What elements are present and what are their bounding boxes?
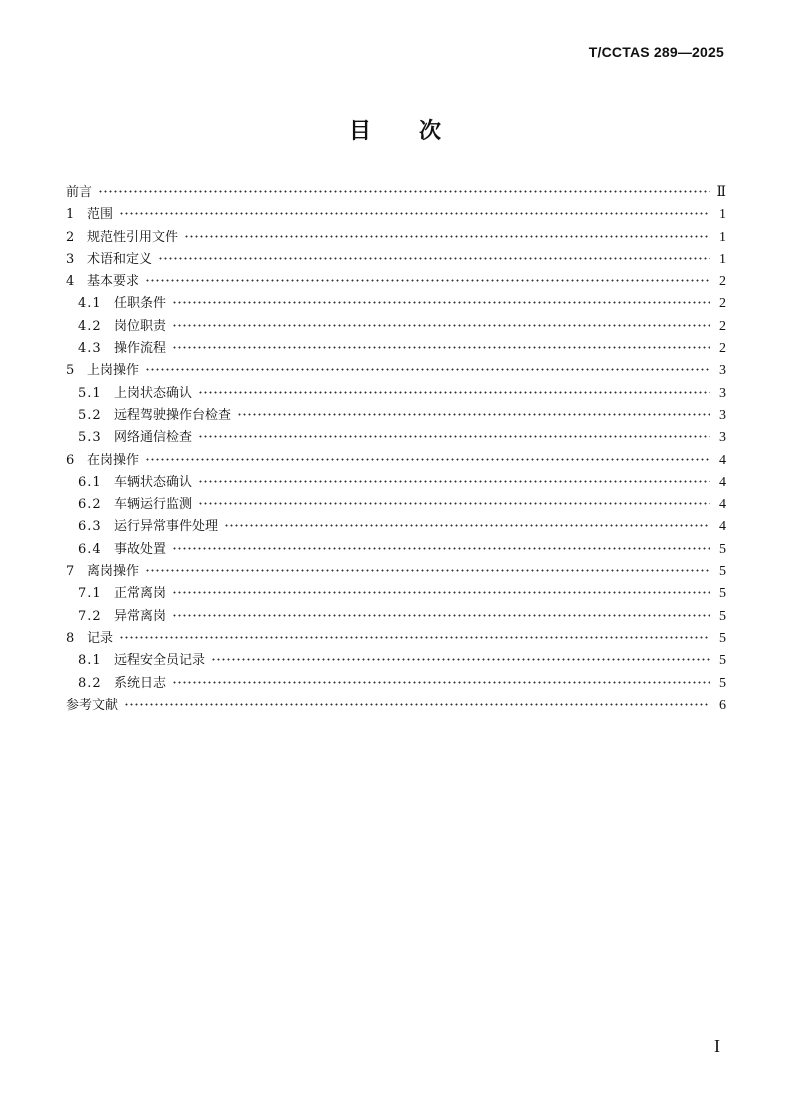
toc-entry-label: 范围 [87,207,114,223]
toc-entry-page: 2 [719,296,726,312]
toc-entry[interactable] [66,360,726,382]
toc-entry-label: 操作流程 [114,341,167,357]
toc-entry[interactable] [66,494,726,516]
toc-entry-number: 6.1 [78,474,102,490]
toc-dot-leader [145,569,710,572]
toc-entry-page: 4 [719,497,726,513]
toc-entry[interactable] [66,583,726,605]
toc-entry-label: 系统日志 [114,675,167,691]
toc-entry-number: 4 [66,274,75,290]
toc-entry-number: 5.2 [78,407,102,423]
toc-dot-leader [124,703,710,706]
toc-dot-leader [237,413,710,416]
toc-entry-number: 7.1 [78,586,102,602]
toc-dot-leader [224,524,710,527]
toc-entry-label: 术语和定义 [87,251,153,267]
toc-entry-label: 远程安全员记录 [114,653,206,669]
toc-dot-leader [172,591,710,594]
toc-dot-leader [198,435,710,438]
toc-entry[interactable] [66,561,726,583]
toc-entry-page: 5 [719,541,726,557]
toc-entry-page: Ⅱ [716,185,726,200]
toc-entry[interactable] [66,316,726,338]
toc-entry-page: 4 [719,452,726,468]
toc-entry-label: 记录 [87,630,114,646]
toc-entry-page: 3 [719,430,726,446]
toc-entry-page: 2 [719,274,726,290]
toc-entry-label: 前言 [66,185,93,200]
toc-entry-page: 6 [719,697,726,713]
toc-entry-number: 8.2 [78,675,102,691]
toc-entry-page: 5 [719,586,726,602]
toc-dot-leader [119,212,710,215]
toc-entry[interactable] [66,271,726,293]
toc-entry-number: 4.3 [78,341,102,357]
toc-entry-number: 8.1 [78,653,102,669]
toc-entry-number: 6.3 [78,519,102,535]
toc-entry-number: 8 [66,630,75,646]
toc-entry-page: 1 [719,251,726,267]
toc-dot-leader [172,346,710,349]
toc-dot-leader [198,480,710,483]
toc-entry-page: 5 [719,630,726,646]
toc-entry[interactable] [66,516,726,538]
toc-entry[interactable] [66,293,726,315]
toc-entry-label: 岗位职责 [114,318,167,334]
toc-entry-number: 5.1 [78,385,102,401]
toc-entry-number: 3 [66,251,75,267]
toc-entry[interactable] [66,695,726,717]
toc-dot-leader [172,301,710,304]
toc-entry-page: 1 [719,207,726,223]
toc-entry-label: 事故处置 [114,541,167,557]
toc-entry-label: 基本要求 [87,274,140,290]
toc-dot-leader [184,235,710,238]
toc-dot-leader [198,502,710,505]
toc-entry-page: 5 [719,675,726,691]
toc-dot-leader [145,458,710,461]
toc-dot-leader [172,681,710,684]
toc-entry-number: 6.2 [78,497,102,513]
toc-entry[interactable] [66,450,726,472]
toc-entry-number: 5.3 [78,430,102,446]
toc-entry-label: 上岗操作 [87,363,140,379]
toc-entry-label: 在岗操作 [87,452,140,468]
toc-entry-page: 4 [719,519,726,535]
toc-dot-leader [119,636,710,639]
toc-entry-page: 3 [719,363,726,379]
toc-entry-label: 参考文献 [66,697,119,713]
toc-entry-label: 车辆状态确认 [114,474,193,490]
toc-title [0,114,790,145]
toc-entry[interactable] [66,539,726,561]
toc-entry[interactable] [66,405,726,427]
toc-entry-number: 5 [66,363,75,379]
toc-dot-leader [198,391,710,394]
toc-dot-leader [211,658,710,661]
toc-entry-page: 1 [719,229,726,245]
toc-entry-number: 4.2 [78,318,102,334]
toc-entry-page: 2 [719,341,726,357]
toc-entry[interactable] [66,182,726,204]
page-number: I [714,1036,720,1056]
toc-entry-number: 7.2 [78,608,102,624]
toc-entry-number: 7 [66,564,75,580]
toc-entry[interactable] [66,650,726,672]
toc-entry-page: 3 [719,407,726,423]
toc-entry-number: 6 [66,452,75,468]
toc-entry[interactable] [66,249,726,271]
toc-dot-leader [145,368,710,371]
toc-dot-leader [172,324,710,327]
toc-entry-label: 运行异常事件处理 [114,519,219,535]
toc-entry[interactable] [66,628,726,650]
toc-entry-number: 4.1 [78,296,102,312]
toc-entry-label: 上岗状态确认 [114,385,193,401]
toc-entry[interactable] [66,472,726,494]
toc-entry-label: 远程驾驶操作台检查 [114,407,232,423]
toc-entry-page: 5 [719,653,726,669]
toc-entry-page: 4 [719,474,726,490]
toc-title-char-1: 目 [348,119,371,144]
toc-entry-label: 车辆运行监测 [114,497,193,513]
toc-entry-label: 异常离岗 [114,608,167,624]
toc-entry-page: 5 [719,564,726,580]
toc-entry[interactable] [66,383,726,405]
table-of-contents [66,182,726,717]
toc-entry[interactable] [66,606,726,628]
toc-dot-leader [145,279,710,282]
toc-dot-leader [158,257,710,260]
toc-entry-number: 1 [66,207,75,223]
toc-entry[interactable] [66,227,726,249]
standard-code: T/CCTAS 289—2025 [588,44,724,60]
toc-entry[interactable] [66,427,726,449]
toc-entry-label: 正常离岗 [114,586,167,602]
toc-entry-page: 3 [719,385,726,401]
toc-entry-page: 5 [719,608,726,624]
toc-entry-label: 离岗操作 [87,564,140,580]
toc-entry[interactable] [66,673,726,695]
toc-entry[interactable] [66,204,726,226]
toc-entry-number: 6.4 [78,541,102,557]
toc-entry-page: 2 [719,318,726,334]
toc-dot-leader [172,547,710,550]
toc-entry-label: 规范性引用文件 [87,229,179,245]
toc-entry[interactable] [66,338,726,360]
toc-dot-leader [172,614,710,617]
toc-title-char-2: 次 [419,119,442,144]
toc-entry-number: 2 [66,229,75,245]
toc-entry-label: 网络通信检查 [114,430,193,446]
toc-dot-leader [98,190,710,193]
toc-entry-label: 任职条件 [114,296,167,312]
